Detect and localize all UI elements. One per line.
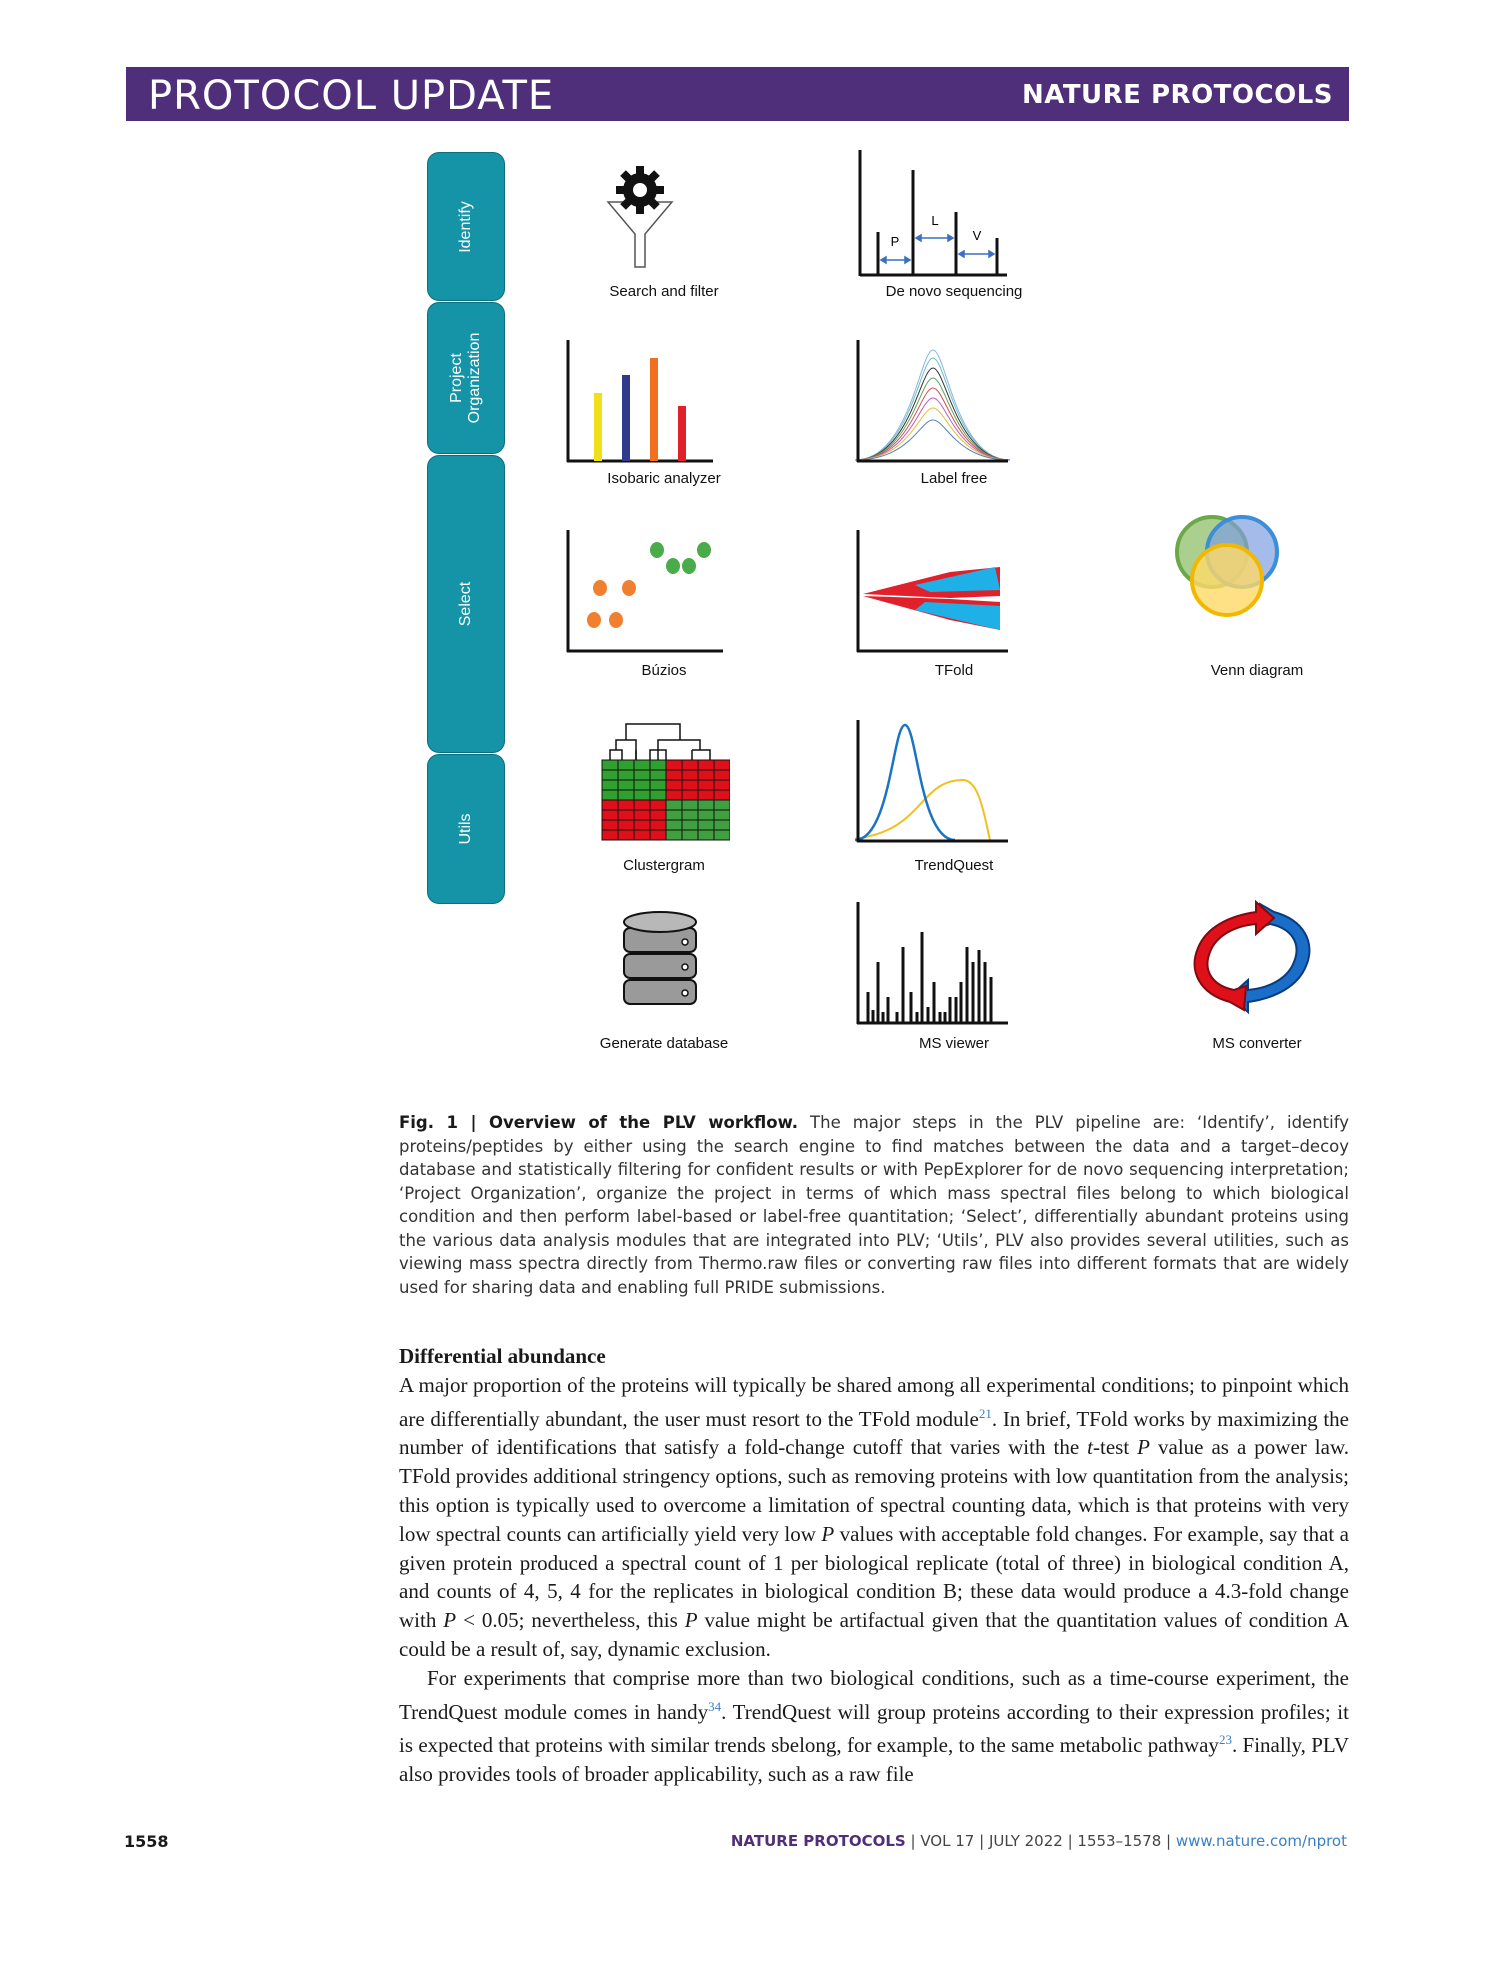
ms-viewer-spectrum-icon	[855, 902, 1010, 1027]
module-label: Isobaric analyzer	[607, 470, 721, 487]
gear-funnel-icon	[605, 162, 675, 272]
module-label: Generate database	[599, 1035, 729, 1052]
body-text	[399, 1342, 1349, 1789]
module-label: TFold	[934, 662, 974, 679]
reference-link[interactable]: 34	[708, 1698, 722, 1714]
label-free-peaks-icon	[855, 340, 1010, 465]
step-label: Identify	[457, 200, 474, 253]
paragraph: A major proportion of the proteins will typically be shared among all experimental conditions; to pinpoint which are differentially abundant, the user must resort to the TFold module$^{21}$. In brief, TFold works by maximizing the number of identifications that satisfy a fold-change cutoff that varies with the t-test P value as a power law. TFold provides additional stringency options, such as removing proteins with low quantitation from the analysis; this option is typically used to overcome a limitation of spectral counting data, which is that proteins with very low spectral counts can artificially yield very low P values with acceptable fold changes. For example, say that a given protein produced a spectral count of 1 per biological replicate (total of three) in biological condition A, and counts of 4, 5, 4 for the replicates in biological condition B; these data would produce a 4.3-fold change with P < 0.05; nevertheless, this P value might be artifactual given that the quantitation values of condition A could be a result of, say, dynamic exclusion.	[399, 1372, 1350, 1661]
module-label: De novo sequencing	[885, 283, 1023, 300]
de-novo-chart-icon	[855, 150, 1010, 280]
step-label: Select	[457, 581, 474, 627]
database-icon	[622, 910, 698, 1010]
section-heading: Differential abundance	[399, 1344, 606, 1368]
reference-link[interactable]: 21	[978, 1405, 992, 1421]
caption-text: The major steps in the PLV pipeline are: ‘Identify’, identify proteins/peptides by either using the search engine to find matches between the data and a target–decoy database and statistically filtering for confident results or with PepExplorer for de novo sequencing interpretation; ‘Project Organization’, organize the project in terms of which mass spectral files belong to which biological condition and then perform label-based or label-free quantitation; ‘Select’, differentially abundant proteins using the various data analysis modules that are integrated into PLV; ‘Utils’, PLV also provides several utilities, such as viewing mass spectra directly from Thermo.raw files or converting raw files into different formats that are widely used for sharing data and enabling full PRIDE submissions.	[399, 1113, 1349, 1297]
section-title: PROTOCOL UPDATE	[148, 73, 555, 119]
module-label: Venn diagram	[1210, 662, 1304, 679]
caption-label: Fig. 1 | Overview of the PLV workflow.	[399, 1113, 799, 1132]
clustergram-heatmap-icon	[600, 712, 730, 842]
letter-p: P	[890, 234, 900, 249]
letter-v: V	[972, 228, 982, 243]
journal-url-link[interactable]: www.nature.com/nprot	[1175, 1832, 1347, 1850]
page-number: 1558	[124, 1832, 169, 1851]
step-project-organization	[427, 302, 505, 454]
step-label: Utils	[457, 813, 474, 845]
module-label: MS converter	[1212, 1035, 1302, 1052]
tfold-plot-icon	[855, 530, 1010, 655]
letter-l: L	[931, 213, 939, 228]
figure-caption	[399, 1111, 1349, 1299]
module-label: Label free	[920, 470, 988, 487]
paragraph: For experiments that comprise more than two biological conditions, such as a time-course experiment, the TrendQuest module comes in handy$^{34}$. TrendQuest will group proteins according to their expression profiles; it is expected that proteins with similar trends sbelong, for example, to the same metabolic pathway$^{23}$. Finally, PLV also provides tools of broader applicability, such as a raw file	[399, 1665, 1349, 1787]
trendquest-curves-icon	[855, 720, 1010, 845]
isobaric-bar-chart-icon	[565, 340, 715, 465]
step-identify	[427, 152, 505, 301]
module-label: Search and filter	[609, 283, 719, 300]
buzios-scatter-icon	[565, 530, 725, 655]
module-label: MS viewer	[918, 1035, 990, 1052]
step-select	[427, 455, 505, 753]
reference-link[interactable]: 23	[1218, 1732, 1232, 1748]
module-label: Búzios	[641, 662, 687, 679]
header-band	[126, 67, 1349, 121]
footer-citation: NATURE PROTOCOLS | VOL 17 | JULY 2022 | 1553–1578 | www.nature.com/nprot	[730, 1832, 1347, 1850]
ms-converter-cycle-icon	[1186, 898, 1318, 1018]
step-label: Project Organization	[448, 332, 483, 424]
figure-1	[420, 150, 1320, 1095]
module-label: Clustergram	[623, 857, 705, 874]
venn-diagram-icon	[1172, 512, 1284, 624]
journal-title: NATURE PROTOCOLS	[1021, 80, 1333, 110]
module-label: TrendQuest	[914, 857, 994, 874]
step-utils	[427, 754, 505, 904]
